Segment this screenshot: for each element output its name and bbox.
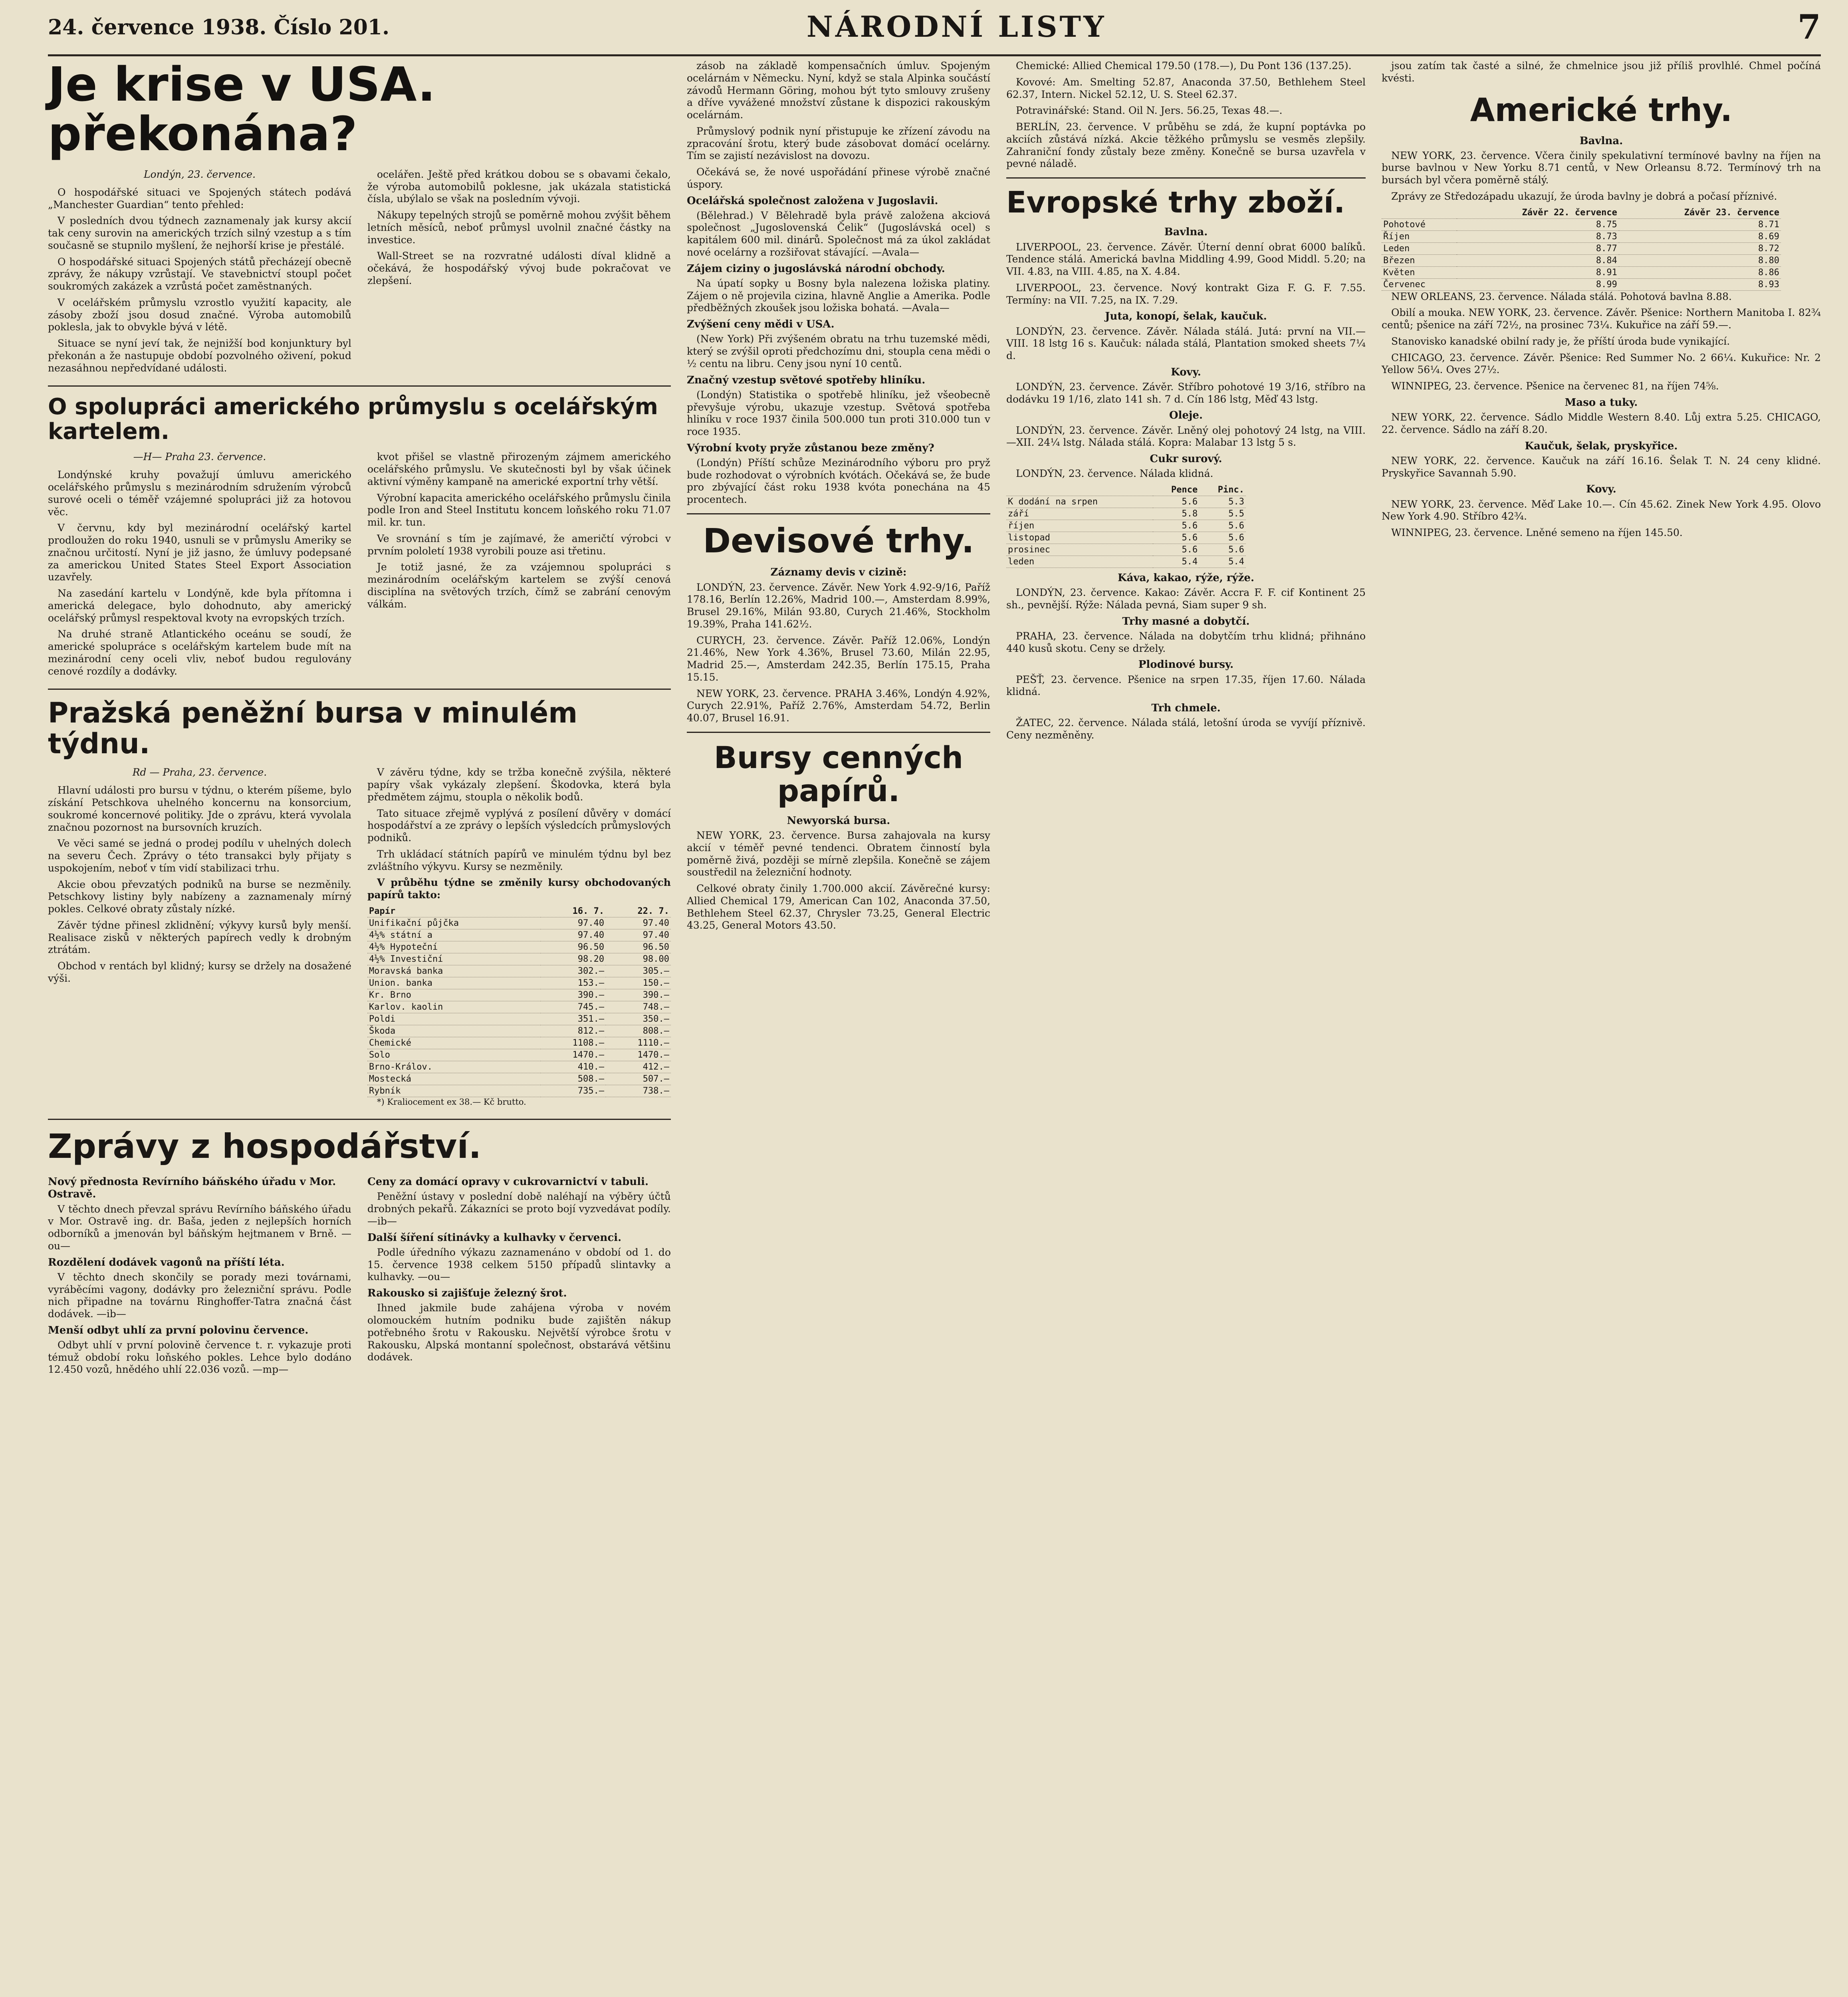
table-cell: 8.77: [1457, 242, 1619, 254]
table-cell: 97.40: [606, 917, 671, 929]
news-text: LONDÝN, 23. července. Závěr. Lněný olej pohotový 24 lstg, na VIII.—XII. 24¼ lstg. Nálada stálá. Kopra: Malabar 13 lstg 5 s.: [1006, 424, 1366, 449]
table-row: [1006, 556, 1246, 568]
table-cell: 5.6: [1199, 544, 1246, 556]
table-row: [367, 965, 671, 977]
table-row: [1382, 218, 1781, 230]
table-row: [367, 1085, 671, 1097]
bursy-subtitle: Newyorská bursa.: [787, 814, 890, 827]
news-heading: Maso a tuky.: [1564, 396, 1638, 409]
divider: [48, 689, 671, 690]
table-cell: Poldi: [367, 1013, 541, 1025]
news-heading: Kovy.: [1586, 483, 1616, 496]
table-cell: 1470.—: [606, 1049, 671, 1061]
table-row: [367, 1061, 671, 1073]
table-cell: 8.84: [1457, 254, 1619, 266]
table-cell: 735.—: [541, 1085, 606, 1097]
table-cell: 8.80: [1619, 254, 1781, 266]
rm-para: Chemické: Allied Chemical 179.50 (178.—), Du Pont 136 (137.25).: [1016, 60, 1352, 71]
ocelari-para: Je totiž jasné, že za vzájemnou spolupráci s mezinárodním ocelářským kartelem se zvýší cenová disciplína na světových trzích, čímž se zabrání cenovým válkám.: [367, 561, 671, 610]
am-para: CHICAGO, 23. července. Závěr. Pšenice: Red Summer No. 2 66¼. Kukuřice: Nr. 2 Yellow 56¼. Oves 27½.: [1382, 351, 1821, 376]
cotton-table: [1382, 207, 1781, 291]
news-text: NEW YORK, 22. července. Kaučuk na září 16.16. Šelak T. N. 24 ceny klidné. Pryskyřice Savannah 5.90.: [1382, 455, 1821, 479]
table-row: [367, 1073, 671, 1085]
table-cell: 5.5: [1199, 508, 1246, 520]
am-para: NEW YORK, 23. července. Včera činily spekulativní termínové bavlny na říjen na burse bavlnou v New Yorku 8.71 centů, v New Orleansu 8.72. Termínový trh na bursách byl včera poměrně stálý.: [1382, 149, 1821, 186]
am-tail: WINNIPEG, 23. července. Lněné semeno na říjen 145.50.: [1391, 527, 1683, 538]
headline-american: Americké trhy.: [1470, 91, 1733, 129]
news-text: Odbyt uhlí v první polovině července t. r. vykazuje proti témuž období roku loňského pokles. Lehce bylo dodáno 12.450 vozů, hnědého uhlí 22.036 vozů. —mp—: [48, 1339, 351, 1376]
table-cell: 5.6: [1153, 544, 1200, 556]
rm-para: Kovové: Am. Smelting 52.87, Anaconda 37.50, Bethlehem Steel 62.37, Intern. Nickel 52.12, U. S. Steel 62.37.: [1006, 76, 1366, 100]
table-cell: 351.—: [541, 1013, 606, 1025]
table-cell: K dodání na srpen: [1006, 496, 1153, 508]
news-text: LONDÝN, 23. července. Závěr. Nálada stálá. Jutá: první na VII.—VIII. 18 lstg 16 s. Kaučuk: nálada stálá, Plantation smoked sheets 7¼ d.: [1006, 325, 1366, 362]
table-cell: 4½% Hypoteční: [367, 941, 541, 953]
table-cell: 8.72: [1619, 242, 1781, 254]
news-heading: Káva, kakao, rýže, rýže.: [1117, 572, 1255, 584]
usa-col1: [48, 169, 351, 379]
bursa-para: Akcie obou převzatých podniků na burse se nezměnily. Petschkovy listiny byly nabízeny a zaznamenaly mírný pokles. Celkové obraty zůstaly nízké.: [48, 878, 351, 915]
news-heading: Plodinové bursy.: [1138, 659, 1234, 671]
am-para: Zprávy ze Středozápadu ukazují, že úroda bavlny je dobrá a počasí příznivé.: [1391, 190, 1777, 202]
table-row: [367, 953, 671, 965]
news-heading: Oleje.: [1169, 409, 1203, 422]
news-heading: Juta, konopí, šelak, kaučuk.: [1105, 310, 1267, 323]
news-text: PRAHA, 23. července. Nálada na dobytčím trhu klidná; přihnáno 440 kusů skotu. Ceny se držely.: [1006, 630, 1366, 654]
table-row: [1382, 278, 1781, 290]
table-cell: 5.4: [1153, 556, 1200, 568]
table-row: [1006, 532, 1246, 544]
table-cell: 8.86: [1619, 266, 1781, 278]
usa-para: Wall-Street se na rozvratné události díval klidně a očekává, že hospodářský vývoj bude pokračovat ve zlepšení.: [367, 250, 671, 286]
table-row: [367, 941, 671, 953]
table-cell: 390.—: [541, 989, 606, 1001]
table-cell: 5.8: [1153, 508, 1200, 520]
devisy-subtitle: Záznamy devis v cizině:: [770, 566, 907, 579]
news-text: LONDÝN, 23. července. Kakao: Závěr. Accra F. F. cif Kontinent 25 sh., pevnější. Rýže: Nálada pevná, Siam super 9 sh.: [1006, 587, 1366, 611]
table-cell: Leden: [1382, 242, 1457, 254]
table-cell: Březen: [1382, 254, 1457, 266]
headline-zpravy: Zprávy z hospodářství.: [48, 1126, 482, 1166]
news-heading: Kovy.: [1171, 366, 1201, 378]
table-cell: 745.—: [541, 1001, 606, 1013]
table-row: [367, 977, 671, 989]
table-row: [367, 989, 671, 1001]
table-cell: 305.—: [606, 965, 671, 977]
berlin-para: BERLÍN, 23. července. V průběhu se zdá, že kupní poptávka po akciích zůstává nízká. Akcie těžkého průmyslu se vesměs zlepšily. Zahraniční fondy zůstaly beze změny. Konečně se bursa uzavřela v pevné náladě.: [1006, 121, 1366, 170]
news-text: Ihned jakmile bude zahájena výroba v novém olomouckém hutním podniku bude zajištěn nákup potřebného šrotu v Rakousku. Největší výrobce šrotu v Rakousku, Alpská montanní společnost, obstarává většinu dodávek.: [367, 1302, 671, 1363]
news-heading: Výrobní kvoty pryže zůstanou beze změny?: [687, 442, 934, 454]
table-header: 16. 7.: [541, 905, 606, 917]
news-heading: Nový přednosta Revírního báňského úřadu v Mor. Ostravě.: [48, 1176, 336, 1201]
table-cell: 8.73: [1457, 230, 1619, 242]
news-text: Na úpatí sopky u Bosny byla nalezena ložiska platiny. Zájem o ně projevila cizina, hlavně Anglie a Amerika. Podle předběžných zkoušek jsou ložiska bohatá. —Avala—: [687, 277, 990, 314]
bursa-para: Hlavní události pro bursu v týdnu, o kterém píšeme, bylo získání Petschkova uhelného koncernu na konsorcium, soukromé koncernové politiky. Jde o zprávu, která vyvolala značnou pozornost na bursovních kruzích.: [48, 784, 351, 833]
table-cell: 150.—: [606, 977, 671, 989]
divider: [687, 513, 990, 514]
headline-bursy: Bursy cenných papírů.: [714, 739, 964, 809]
table-cell: 738.—: [606, 1085, 671, 1097]
mid-para: Průmyslový podnik nyní přistupuje ke zřízení závodu na zpracování šrotu, který bude zásobovat domácí ocelárny. Tím se zajistí nezávislost na dovozu.: [687, 125, 990, 162]
devisy-para: NEW YORK, 23. července. PRAHA 3.46%, Londýn 4.92%, Curych 22.91%, Paříž 2.76%, Amsterdam 54.72, Berlin 40.07, Brusel 16.91.: [687, 687, 990, 724]
bursa-table: [367, 905, 671, 1097]
headline-usa: Je krise v USA. překonána?: [48, 57, 436, 161]
bursa-col1: [48, 766, 351, 1111]
zpravy-col1: [48, 1172, 351, 1380]
table-cell: 8.91: [1457, 266, 1619, 278]
column-3: [687, 60, 990, 936]
devisy-para: LONDÝN, 23. července. Závěr. New York 4.92‑9/16, Paříž 178.16, Berlín 12.26%, Madrid 100.—, Amsterdam 8.99%, Brusel 29.16%, Milán 93.80, Curych 21.46%, Stockholm 19.39%, Praha 141.62½.: [687, 581, 990, 630]
euro-subtitle: Bavlna.: [1164, 226, 1208, 238]
news-heading: Menší odbyt uhlí za první polovinu července.: [48, 1324, 309, 1336]
table-row: [1382, 254, 1781, 266]
table-note: *) Kraliocement ex 38.— Kč brutto.: [377, 1097, 526, 1107]
table-cell: 153.—: [541, 977, 606, 989]
table-cell: Červenec: [1382, 278, 1457, 290]
table-cell: Solo: [367, 1049, 541, 1061]
news-text: Podle úředního výkazu zaznamenáno v období od 1. do 15. července 1938 celkem 5150 případů slintavky a kulhavky. —ou—: [367, 1246, 671, 1283]
zpravy-col2: [367, 1172, 671, 1380]
headline-devisy: Devisové trhy.: [703, 521, 974, 560]
news-heading: Ceny za domácí opravy v cukrovarnictví v tabuli.: [367, 1176, 649, 1188]
table-cell: Moravská banka: [367, 965, 541, 977]
table-cell: 5.6: [1153, 532, 1200, 544]
news-heading: Trhy masné a dobytčí.: [1122, 615, 1250, 627]
table-row: [1006, 520, 1246, 532]
table-cell: 748.—: [606, 1001, 671, 1013]
table-cell: 96.50: [541, 941, 606, 953]
table-cell: 5.6: [1153, 496, 1200, 508]
headline-euro: Evropské trhy zboží.: [1006, 185, 1345, 220]
table-cell: 1110.—: [606, 1037, 671, 1049]
news-heading: Zvýšení ceny mědi v USA.: [687, 318, 835, 331]
table-cell: 8.99: [1457, 278, 1619, 290]
table-row: [1382, 230, 1781, 242]
ocelari-para: Na druhé straně Atlantického oceánu se soudí, že americké spolupráce s ocelářským kartelem bude mít na mezinárodní ceny oceli vliv, neboť budou regulovány cenové rozdíly a dodávky.: [48, 628, 351, 677]
issue-date: 24. července 1938. Číslo 201.: [48, 15, 390, 40]
bursa-para: Obchod v rentách byl klidný; kursy se držely na dosažené výši.: [48, 960, 351, 984]
news-heading: Rozdělení dodávek vagonů na příští léta.: [48, 1256, 285, 1268]
devisy-para: CURYCH, 23. července. Závěr. Paříž 12.06%, Londýn 21.46%, New York 4.36%, Brusel 73.60, Milán 22.95, Madrid 25.—, Amsterdam 242.35, Berlín 175.15, Praha 15.15.: [687, 634, 990, 683]
news-heading: Trh chmele.: [1151, 702, 1221, 715]
bursa-col2: [367, 766, 671, 1111]
table-cell: Škoda: [367, 1025, 541, 1037]
table-cell: Pohotové: [1382, 218, 1457, 230]
table-cell: 302.—: [541, 965, 606, 977]
table-cell: 4½% státní a: [367, 929, 541, 941]
table-cell: 8.69: [1619, 230, 1781, 242]
news-text: V těchto dnech skončily se porady mezi továrnami, vyráběcími vagony, dodávky pro železniční správu. Podle nich připadne na továrnu Ringhoffer-Tatra značná část dodávek. —ib—: [48, 1271, 351, 1320]
rm-para: Potravinářské: Stand. Oil N. Jers. 56.25, Texas 48.—.: [1016, 105, 1283, 117]
mid-para: zásob na základě kompensačních úmluv. Spojeným ocelárnám v Německu. Nyní, když se stala Alpinka součástí závodů Hermann Göring, mohou být tyto smlouvy zrušeny a dříve vyvážené množství zůstane k dispozici rakouským ocelárnám.: [687, 60, 990, 121]
news-text: V těchto dnech převzal správu Revírního báňského úřadu v Mor. Ostravě ing. dr. Baša, jeden z nejlepších horních odborníků a jmenován byl báňským hejtmanem v Brně. —ou—: [48, 1203, 351, 1252]
table-row: [1006, 544, 1246, 556]
table-cell: 96.50: [606, 941, 671, 953]
table-cell: 8.75: [1457, 218, 1619, 230]
bursa-table-caption: V průběhu týdne se změnily kursy obchodovaných papírů takto:: [367, 877, 671, 901]
table-cell: 410.—: [541, 1061, 606, 1073]
bursa-para: Trh ukládací státních papírů ve minulém týdnu byl bez zvláštního výkyvu. Kursy se nezměnily.: [367, 848, 671, 872]
table-row: [367, 1049, 671, 1061]
divider: [48, 1119, 671, 1120]
column-4: [1006, 60, 1366, 746]
news-text: (New York) Při zvýšeném obratu na trhu tuzemské mědi, který se zvýšil oproti předchozímu dni, stoupla cena mědi o ½ centu na libru. Ceny jsou nyní 10 centů.: [687, 333, 990, 369]
usa-col2: [367, 169, 671, 379]
bursa-para: Tato situace zřejmě vyplývá z posílení důvěry v domácí hospodářství a ze zprávy o lepších výsledcích průmyslových podniků.: [367, 807, 671, 844]
bursa-dateline: Rd — Praha, 23. července.: [132, 766, 267, 778]
ocelari-para: Londýnské kruhy považují úmluvu amerického ocelářského průmyslu s mezinárodním sdružením výrobců surové oceli o téměř vzájemné spolupráci již za hotovou věc.: [48, 469, 351, 518]
table-cell: 507.—: [606, 1073, 671, 1085]
table-header: Závěr 22. července: [1457, 207, 1619, 219]
table-cell: Karlov. kaolin: [367, 1001, 541, 1013]
table-cell: 812.—: [541, 1025, 606, 1037]
ocelari-para: Ve srovnání s tím je zajímavé, že američtí výrobci v prvním pololetí 1938 vyrobili pouze asi třetinu.: [367, 532, 671, 557]
ocelari-para: Na zasedání kartelu v Londýně, kde byla přítomna i americká delegace, bylo dohodnuto, aby americký ocelářský průmysl respektoval kvoty na evropských trzích.: [48, 588, 351, 624]
table-cell: 412.—: [606, 1061, 671, 1073]
table-cell: Union. banka: [367, 977, 541, 989]
usa-para: Situace se nyní jeví tak, že nejnižší bod konjunktury byl překonán a že nastupuje období pozvolného oživení, pokud nezasáhnou nepředvídané události.: [48, 337, 351, 374]
table-header: 22. 7.: [606, 905, 671, 917]
usa-para: V posledních dvou týdnech zaznamenaly jak kursy akcií tak ceny surovin na amerických trzích silný vzestup a s tím současně se stupnilo myšlení, že nejhorší krise je přestálé.: [48, 215, 351, 251]
table-row: [367, 1013, 671, 1025]
table-cell: listopad: [1006, 532, 1153, 544]
page-header: [48, 7, 1821, 56]
ocelari-col2: [367, 451, 671, 681]
news-heading: Ocelářská společnost založena v Jugoslavii.: [687, 195, 938, 207]
table-cell: Rybník: [367, 1085, 541, 1097]
usa-para: V ocelářském průmyslu vzrostlo využití kapacity, ale zásoby zboží jsou dosud značné. Výroba automobilů poklesla, jak to obvykle bývá v létě.: [48, 296, 351, 333]
divider: [48, 385, 671, 387]
paper-title: NÁRODNÍ LISTY: [807, 10, 1106, 44]
euro-para: LIVERPOOL, 23. července. Nový kontrakt Giza F. G. F. 7.55. Termíny: na VII. 7.25, na IX. 7.29.: [1006, 282, 1366, 306]
table-row: [367, 1025, 671, 1037]
table-cell: říjen: [1006, 520, 1153, 532]
divider: [687, 732, 990, 733]
table-cell: 350.—: [606, 1013, 671, 1025]
table-cell: 98.20: [541, 953, 606, 965]
table-cell: Chemické: [367, 1037, 541, 1049]
table-header: Pinc.: [1199, 484, 1246, 496]
usa-para: O hospodářské situaci Spojených států přecházejí obecně zprávy, že nákupy vzrůstají. Ve stavebnictví stoupl počet soukromých zakázek a vzrůstá počet zaměstnaných.: [48, 256, 351, 292]
news-text: NEW YORK, 22. července. Sádlo Middle Western 8.40. Lůj extra 5.25. CHICAGO, 22. července. Sádlo na září 8.20.: [1382, 411, 1821, 435]
news-heading: Kaučuk, šelak, pryskyřice.: [1525, 440, 1678, 452]
table-cell: Květen: [1382, 266, 1457, 278]
ocelari-dateline: —H— Praha 23. července.: [133, 451, 266, 463]
table-cell: leden: [1006, 556, 1153, 568]
am-para: Obilí a mouka. NEW YORK, 23. července. Závěr. Pšenice: Northern Manitoba I. 82¾ centů; pšenice na září 72½, na prosinec 73¼. Kukuřice na září 59.—.: [1382, 307, 1821, 331]
column-5: [1382, 60, 1821, 543]
ocelari-para: kvot přišel se vlastně přirozeným zájmem amerického ocelářského průmyslu. Ve skutečnosti byl by však účinek aktivní výměny kampaně na americké exportní trhy větší.: [367, 451, 671, 487]
news-heading: Značný vzestup světové spotřeby hliníku.: [687, 374, 926, 386]
table-header: [1382, 207, 1457, 219]
ocelari-para: V červnu, kdy byl mezinárodní ocelářský kartel prodloužen do roku 1940, usnuli se v průmyslu Ameriky se značnou určitostí. Nyní je již jasno, že úmluvy podepsané za americkou United States Steel Export Association uzavřely.: [48, 522, 351, 583]
table-cell: 97.40: [541, 929, 606, 941]
table-cell: 5.4: [1199, 556, 1246, 568]
euro-para: LIVERPOOL, 23. července. Závěr. Úterní denní obrat 6000 balíků. Tendence stálá. Americká bavlna Middling 4.99, Good Middl. 5.20; na VII. 4.83, na VIII. 4.85, na X. 4.84.: [1006, 241, 1366, 278]
table-cell: září: [1006, 508, 1153, 520]
table-cell: prosinec: [1006, 544, 1153, 556]
ocelari-col1: [48, 451, 351, 681]
news-text: LONDÝN, 23. července. Nálada klidná.: [1016, 468, 1213, 480]
table-row: [1382, 242, 1781, 254]
table-row: [367, 917, 671, 929]
table-cell: 8.93: [1619, 278, 1781, 290]
table-cell: 8.71: [1619, 218, 1781, 230]
bursa-para: Závěr týdne přinesl zklidnění; výkyvy kursů byly menší. Realisace zisků v některých papírech vedly k drobným ztrátám.: [48, 919, 351, 956]
news-text: (Londýn) Statistika o spotřebě hliníku, jež všeobecně převyšuje výrobu, ukazuje vzestup. Světová spotřeba hliníku v roce 1937 činila 500.000 tun proti 310.000 tun v roce 1935.: [687, 389, 990, 437]
divider: [1006, 177, 1366, 179]
table-cell: 808.—: [606, 1025, 671, 1037]
am-para: WINNIPEG, 23. července. Pšenice na červenec 81, na říjen 74⅝.: [1391, 380, 1719, 392]
table-row: [367, 1001, 671, 1013]
news-heading: Rakousko si zajišťuje železný šrot.: [367, 1287, 567, 1300]
news-text: (Londýn) Příští schůze Mezinárodního výboru pro pryž bude rozhodovat o výrobních kvótách. Očekává se, že bude pro zbývající část roku 1938 kvóta ponechána na 45 procentech.: [687, 457, 990, 506]
bursy-para: Celkové obraty činily 1.700.000 akcií. Závěrečné kursy: Allied Chemical 179, American Can 102, Anaconda 37.50, Bethlehem Steel 62.37, Chrysler 73.25, General Electric 43.25, General Motors 43.50.: [687, 883, 990, 931]
table-cell: 4½% Investiční: [367, 953, 541, 965]
usa-dateline: Londýn, 23. července.: [143, 168, 256, 180]
am-para: Stanovisko kanadské obilní rady je, že příští úroda bude vynikající.: [1391, 335, 1730, 347]
news-text: NEW YORK, 23. července. Měď Lake 10.—. Cín 45.62. Zinek New York 4.95. Olovo New York 4.90. Stříbro 42¾.: [1382, 498, 1821, 522]
table-cell: 97.40: [541, 917, 606, 929]
sugar-table: [1006, 484, 1246, 568]
table-row: [367, 1037, 671, 1049]
table-cell: 1108.—: [541, 1037, 606, 1049]
table-cell: 390.—: [606, 989, 671, 1001]
table-cell: Mostecká: [367, 1073, 541, 1085]
news-text: PEŠŤ, 23. července. Pšenice na srpen 17.35, říjen 17.60. Nálada klidná.: [1006, 673, 1366, 698]
usa-para: O hospodářské situaci ve Spojených státech podává „Manchester Guardian“ tento přehled:: [48, 186, 351, 210]
am-para: NEW ORLEANS, 23. července. Nálada stálá. Pohotová bavlna 8.88.: [1391, 290, 1732, 302]
table-cell: 508.—: [541, 1073, 606, 1085]
headline-bursa: Pražská peněžní bursa v minulém týdnu.: [48, 697, 578, 760]
table-header: Závěr 23. července: [1619, 207, 1781, 219]
ocelari-para: Výrobní kapacita amerického ocelářského průmyslu činila podle Iron and Steel Institutu koncem loňského roku 71.07 mil. kr. tun.: [367, 492, 671, 528]
table-cell: 1470.—: [541, 1049, 606, 1061]
table-cell: 5.6: [1153, 520, 1200, 532]
table-cell: Unifikační půjčka: [367, 917, 541, 929]
table-header: Papír: [367, 905, 541, 917]
table-header: [1006, 484, 1153, 496]
table-cell: Kr. Brno: [367, 989, 541, 1001]
news-text: Peněžní ústavy v poslední době naléhají na výběry účtů drobných pekařů. Zákazníci se proto bojí vyzvedávat podíly. —ib—: [367, 1191, 671, 1227]
news-text: LONDÝN, 23. července. Závěr. Stříbro pohotové 19 3/16, stříbro na dodávku 19 1/16, zlato 141 sh. 7 d. Cín 186 lstg, Měď 43 lstg.: [1006, 381, 1366, 405]
table-row: [1006, 496, 1246, 508]
mid-para: Očekává se, že nové uspořádání přinese výrobě značné úspory.: [687, 166, 990, 190]
table-cell: 5.6: [1199, 532, 1246, 544]
am-intro: jsou zatím tak časté a silné, že chmelnice jsou již příliš provlhlé. Chmel počíná kvésti.: [1382, 60, 1821, 84]
headline-ocelari: O spolupráci amerického průmyslu s ocelářským kartelem.: [48, 394, 658, 445]
table-row: [1382, 266, 1781, 278]
table-cell: Brno-Králov.: [367, 1061, 541, 1073]
news-heading: Další šíření sítinávky a kulhavky v červenci.: [367, 1231, 622, 1244]
bursy-para: NEW YORK, 23. července. Bursa zahajovala na kursy akcií v téměř pevné tendenci. Obratem činností byla poměrně živá, později se mírně zlepšila. Konečně se zájem soustředil na železniční hodnoty.: [687, 830, 990, 878]
news-text: (Bělehrad.) V Bělehradě byla právě založena akciová společnost „Jugoslovenská Čelik“ (Jugoslávská ocel) s kapitálem 600 mil. dinárů. Společnost má za úkol zakládat nové ocelárny a rozšiřovat stávající. —Avala—: [687, 209, 990, 258]
usa-para: Nákupy tepelných strojů se poměrně mohou zvýšit během letních měsíců, neboť průmysl uvolnil značné částky na investice.: [367, 209, 671, 246]
left-block: [48, 57, 671, 1380]
table-row: [1006, 508, 1246, 520]
news-heading: Zájem ciziny o jugoslávská národní obchody.: [687, 262, 945, 275]
american-subtitle: Bavlna.: [1579, 135, 1623, 147]
bursa-para: Ve věci samé se jedná o prodej podílu v uhelných dolech na severu Čech. Zprávy o této transakci byly přijaty s uspokojením, neboť v tím vidí stabilizaci trhu.: [48, 838, 351, 874]
table-header: Pence: [1153, 484, 1200, 496]
table-row: [367, 929, 671, 941]
table-cell: 98.00: [606, 953, 671, 965]
table-cell: Říjen: [1382, 230, 1457, 242]
bursa-para: V závěru týdne, kdy se tržba konečně zvýšila, některé papíry však vykázaly zlepšení. Škodovka, která byla předmětem zájmu, stoupla o několik bodů.: [367, 766, 671, 803]
usa-para: ocelářen. Ještě před krátkou dobou se s obavami čekalo, že výroba automobilů poklesne, jak ukázala statistická čísla, ubýlalo se však na posledním vývoji.: [367, 168, 671, 205]
table-cell: 5.6: [1199, 520, 1246, 532]
news-heading: Cukr surový.: [1150, 453, 1222, 465]
news-text: ŽATEC, 22. července. Nálada stálá, letošní úroda se vyvíjí příznivě. Ceny nezměněny.: [1006, 717, 1366, 741]
table-cell: 97.40: [606, 929, 671, 941]
table-cell: 5.3: [1199, 496, 1246, 508]
page-number: 7: [1797, 7, 1821, 47]
